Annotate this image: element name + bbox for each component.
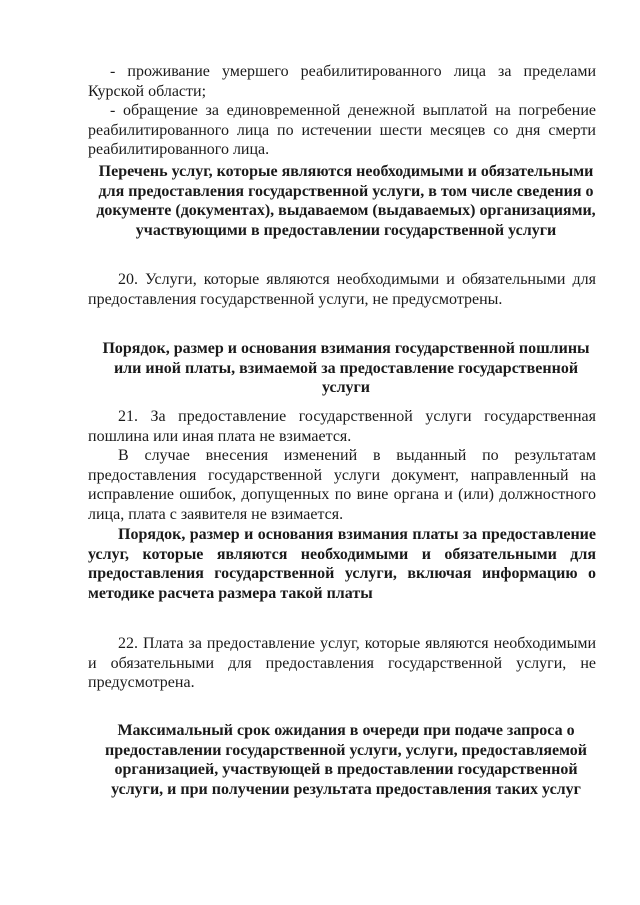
paragraph-21 (88, 407, 596, 524)
section-heading-queue-time-text: Максимальный срок ожидания в очереди при подаче запроса о предоставлении государственной услуги, услуги, предоставляемой организацией, участвующей в предоставлении государственной услуги, и при получении результата предоставления таких услуг (105, 722, 587, 798)
list-item-residence (88, 62, 596, 101)
section-heading-fee-for-required-services-text: Порядок, размер и основания взимания платы за предоставление услуг, которые являются необходимыми и обязательными для предоставления государственной услуги, включая информацию о методике расчета размера такой платы (88, 526, 596, 602)
paragraph-20-line1: 20. Услуги, которые являются необходимыми и обязательными для (118, 271, 596, 288)
paragraph-21-first: 21. За предоставление государственной услуги государственная пошлина или иная плата не взимается. (88, 408, 596, 445)
section-heading-state-fee (96, 339, 596, 398)
list-item-expiry-line3: реабилитированного лица. (88, 141, 270, 158)
paragraph-20 (88, 270, 596, 309)
paragraph-22-text: 22. Плата за предоставление услуг, которые являются необходимыми и обязательными для предоставления государственной услуги, не предусмотрена. (88, 635, 596, 691)
list-item-expiry (88, 101, 596, 160)
section-heading-services-list (96, 162, 596, 240)
section-heading-queue-time (96, 721, 596, 799)
paragraph-22 (88, 634, 596, 693)
section-heading-services-list-text: Перечень услуг, которые являются необходимыми и обязательными для предоставления государственной услуги, в том числе сведения о документе (документах), выдаваемом (выдаваемых) организациями, участвующими в предоставлении государственной услуги (96, 163, 596, 239)
section-heading-fee-for-required-services (88, 525, 596, 603)
paragraph-21-second: В случае внесения изменений в выданный по результатам предоставления государственной услуги документ, направленный на исправление ошибок, допущенных по вине органа и (или) должностного лица, плата с заявителя не взимается. (88, 447, 596, 523)
list-item-expiry-line1: - обращение за единовременной денежной выплатой на погребение (110, 102, 596, 119)
paragraph-20-line2: предоставления государственной услуги, не предусмотрены. (88, 290, 503, 308)
list-item-residence-line2: Курской области; (88, 82, 207, 100)
list-item-residence-line1: - проживание умершего реабилитированного лица за пределами (110, 63, 596, 80)
section-heading-state-fee-text: Порядок, размер и основания взимания государственной пошлины или иной платы, взимаемой за предоставление государственной услуги (102, 340, 590, 396)
list-item-expiry-line2: реабилитированного лица по истечении шести месяцев со дня смерти (88, 121, 596, 139)
